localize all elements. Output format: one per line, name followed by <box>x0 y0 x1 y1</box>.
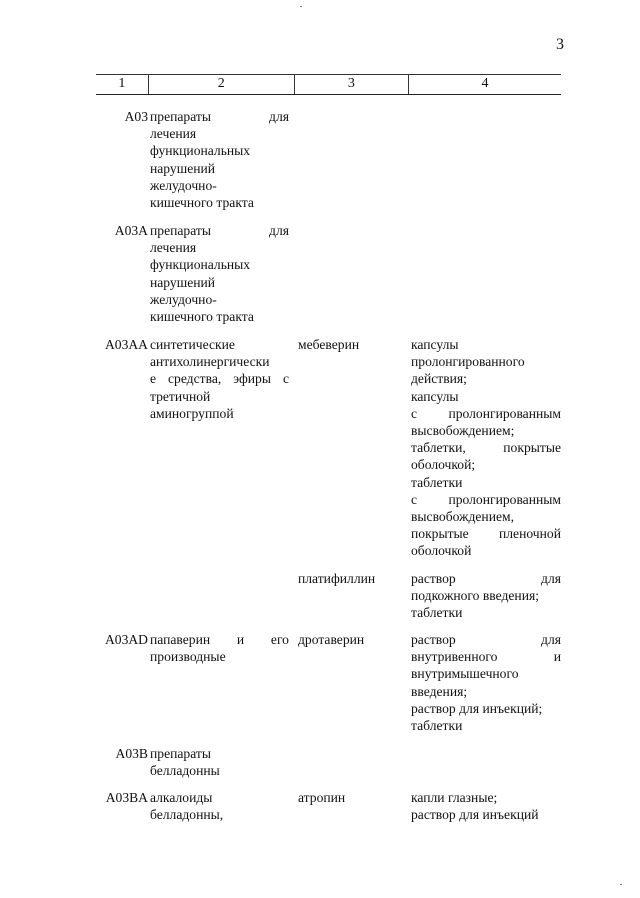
text-line <box>411 439 561 456</box>
table-row <box>96 789 561 823</box>
word: и <box>236 632 245 647</box>
text-line: оболочкой <box>411 543 472 559</box>
word: эфиры <box>233 371 271 387</box>
group-name <box>150 222 289 325</box>
text-line: нарушений <box>150 274 216 290</box>
table-row <box>96 631 561 734</box>
text-line: белладонны, <box>150 807 224 823</box>
dosage-forms <box>411 631 561 734</box>
text-line: функциональных <box>150 257 251 273</box>
word: с <box>411 405 418 421</box>
table-row <box>96 108 561 211</box>
text-line: капли глазные; <box>411 790 498 805</box>
word: его <box>270 632 289 647</box>
page-number: 3 <box>556 36 564 53</box>
text-line: препараты <box>150 746 211 761</box>
text-line: таблетки <box>411 605 463 621</box>
atc-code: A03AD <box>104 632 148 647</box>
word: для <box>541 571 561 586</box>
text-line <box>411 405 561 422</box>
group-name <box>150 336 289 560</box>
word: пролонгированным <box>448 405 561 421</box>
text-line: третичной <box>150 388 211 404</box>
table-row <box>96 570 561 622</box>
group-name <box>150 789 289 823</box>
dosage-forms <box>411 222 561 325</box>
text-line <box>150 222 289 239</box>
atc-code <box>96 570 148 622</box>
dosage-forms <box>411 108 561 211</box>
scan-speck <box>300 6 302 7</box>
text-line: подкожного введения; <box>411 588 540 604</box>
table-header <box>96 74 561 95</box>
atc-code: A03BA <box>105 790 148 805</box>
drug-name <box>298 108 411 211</box>
word: пролонгированным <box>448 491 561 507</box>
word: препараты <box>150 223 211 238</box>
drug-name: атропин <box>298 790 346 805</box>
dosage-forms <box>411 336 561 560</box>
word: внутривенного <box>411 649 498 665</box>
word: папаверин <box>150 632 211 647</box>
word: раствор <box>411 571 456 586</box>
text-line <box>411 491 561 508</box>
word: средства, <box>168 371 222 387</box>
atc-code: A03A <box>114 223 148 238</box>
text-line: желудочно- <box>150 291 217 307</box>
text-line: капсулы <box>411 388 459 404</box>
text-line: высвобождением; <box>411 423 515 439</box>
text-line: желудочно- <box>150 177 217 193</box>
word: таблетки, <box>411 440 466 456</box>
word: препараты <box>150 109 211 124</box>
word: и <box>553 649 561 665</box>
column-header-2: 2 <box>148 75 294 94</box>
text-line <box>150 108 289 125</box>
text-line: введения; <box>411 683 468 699</box>
table-row <box>96 336 561 560</box>
column-header-3: 3 <box>294 75 408 94</box>
word: для <box>269 223 289 238</box>
text-line: раствор для инъекций <box>411 807 539 823</box>
text-line: таблетки <box>411 718 463 734</box>
atc-code: A03 <box>124 109 148 124</box>
column-header-4: 4 <box>408 75 561 94</box>
drug-name <box>298 745 411 779</box>
dosage-forms <box>411 745 561 779</box>
text-line: лечения <box>150 126 197 142</box>
word: е <box>150 371 157 387</box>
column-header-1: 1 <box>118 76 126 91</box>
drug-name <box>298 222 411 325</box>
word: для <box>269 109 289 124</box>
text-line <box>411 648 561 665</box>
table-row <box>96 222 561 325</box>
table-row <box>96 745 561 779</box>
scan-speck <box>620 884 622 885</box>
text-line: раствор для инъекций; <box>411 700 543 716</box>
text-line <box>411 525 561 542</box>
text-line <box>150 631 289 648</box>
text-line: алкалоиды <box>150 790 213 805</box>
drug-name: платифиллин <box>298 571 376 586</box>
group-name <box>150 631 289 734</box>
text-line: пролонгированного <box>411 354 525 370</box>
text-line: кишечного тракта <box>150 309 254 325</box>
text-line: капсулы <box>411 337 459 352</box>
text-line: аминогруппой <box>150 405 234 421</box>
text-line: действия; <box>411 371 467 387</box>
atc-code: A03B <box>115 746 148 761</box>
drug-name: дротаверин <box>298 632 365 647</box>
word: с <box>411 491 418 507</box>
text-line: функциональных <box>150 143 251 159</box>
text-line: нарушений <box>150 160 216 176</box>
word: раствор <box>411 632 456 647</box>
text-line: белладонны <box>150 763 220 779</box>
text-line: синтетические <box>150 337 235 352</box>
text-line <box>411 631 561 648</box>
word: покрытые <box>411 526 469 542</box>
text-line: внутримышечного <box>411 666 519 682</box>
text-line: антихолинергически <box>150 354 270 370</box>
word: с <box>282 371 289 387</box>
text-line: высвобождением, <box>411 509 515 525</box>
group-name <box>150 570 289 622</box>
word: пленочной <box>499 526 561 542</box>
group-name <box>150 108 289 211</box>
dosage-forms <box>411 789 561 823</box>
dosage-forms <box>411 570 561 622</box>
atc-code: A03AA <box>104 337 148 352</box>
group-name <box>150 745 289 779</box>
text-line <box>411 570 561 587</box>
word: покрытые <box>503 440 561 456</box>
text-line: кишечного тракта <box>150 195 254 211</box>
text-line: лечения <box>150 240 197 256</box>
text-line: таблетки <box>411 474 463 490</box>
text-line: оболочкой; <box>411 457 476 473</box>
text-line: производные <box>150 649 226 665</box>
word: для <box>541 632 561 647</box>
text-line <box>150 370 289 387</box>
drug-name: мебеверин <box>298 337 360 352</box>
